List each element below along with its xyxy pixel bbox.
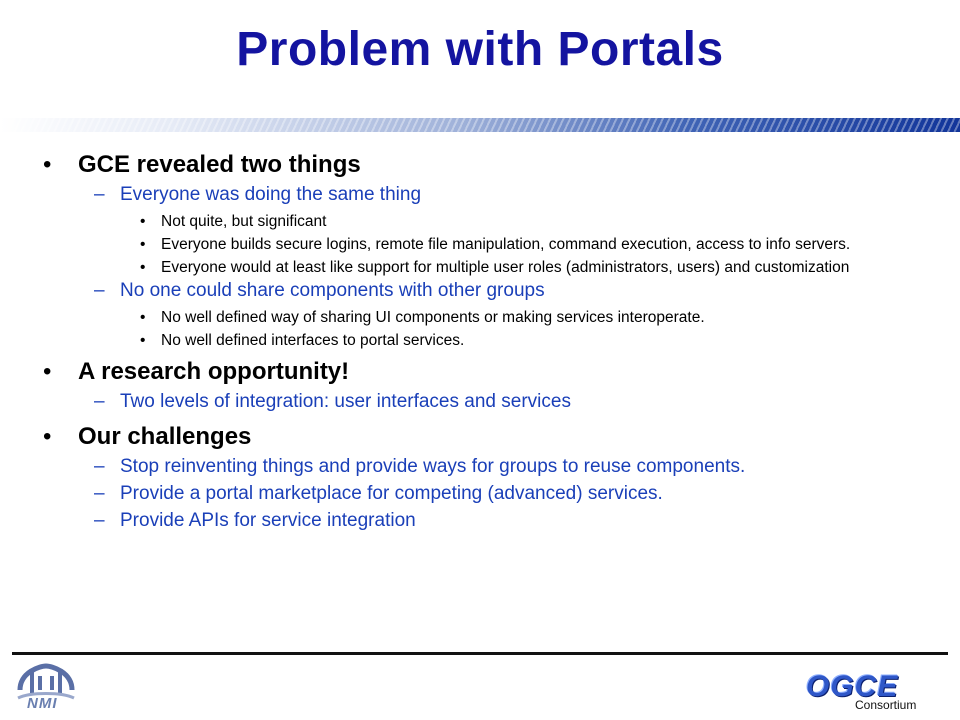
subbullet-text: Provide a portal marketplace for competing (advanced) services. [120,483,663,504]
bullet-text: GCE revealed two things [78,151,361,178]
ogce-logo: OGCE [806,670,899,703]
dash-marker: – [94,456,105,477]
dash-marker: – [94,280,105,301]
footer-divider [12,652,948,655]
bullet-marker: • [140,259,146,276]
nmi-logo-text: NMI [27,695,58,712]
subbullet-text: Two levels of integration: user interfaces and services [120,391,571,412]
dash-marker: – [94,184,105,205]
bullet-marker: • [140,309,146,326]
detail-secure-logins [0,236,960,253]
detail-text: Not quite, but significant [161,213,327,230]
detail-text: No well defined interfaces to portal services. [161,332,465,349]
bullet-research-opportunity [0,357,960,387]
bullet-marker: • [43,151,52,178]
detail-text: Everyone would at least like support for multiple user roles (administrators, users) and customization [161,259,850,276]
detail-text: No well defined way of sharing UI components or making services interoperate. [161,309,705,326]
slide-content [0,148,960,533]
subbullet-no-sharing [0,279,960,303]
bullet-our-challenges [0,422,960,452]
bullet-marker: • [140,213,146,230]
detail-user-roles [0,259,960,276]
subbullet-marketplace [0,482,960,506]
subbullet-stop-reinventing [0,455,960,479]
dash-marker: – [94,391,105,412]
detail-not-quite [0,213,960,230]
bullet-marker: • [140,236,146,253]
bullet-marker: • [140,332,146,349]
subbullet-text: Everyone was doing the same thing [120,184,422,205]
detail-no-interfaces [0,332,960,349]
bullet-marker: • [43,358,52,385]
subbullet-text: No one could share components with other groups [120,280,545,301]
subbullet-apis [0,509,960,533]
bullet-gce-revealed [0,150,960,180]
subbullet-text: Stop reinventing things and provide ways for groups to reuse components. [120,456,746,477]
dash-marker: – [94,483,105,504]
subbullet-same-thing [0,183,960,207]
subbullet-two-levels [0,390,960,414]
detail-no-ui-sharing [0,309,960,326]
bullet-marker: • [43,423,52,450]
subbullet-text: Provide APIs for service integration [120,510,416,531]
detail-text: Everyone builds secure logins, remote file manipulation, command execution, access to info servers. [161,236,851,253]
dash-marker: – [94,510,105,531]
title-divider [0,118,960,132]
bullet-text: A research opportunity! [78,358,350,385]
bullet-text: Our challenges [78,423,252,450]
ogce-logo-subtext: Consortium [855,698,917,712]
slide-title: Problem with Portals [236,23,724,76]
